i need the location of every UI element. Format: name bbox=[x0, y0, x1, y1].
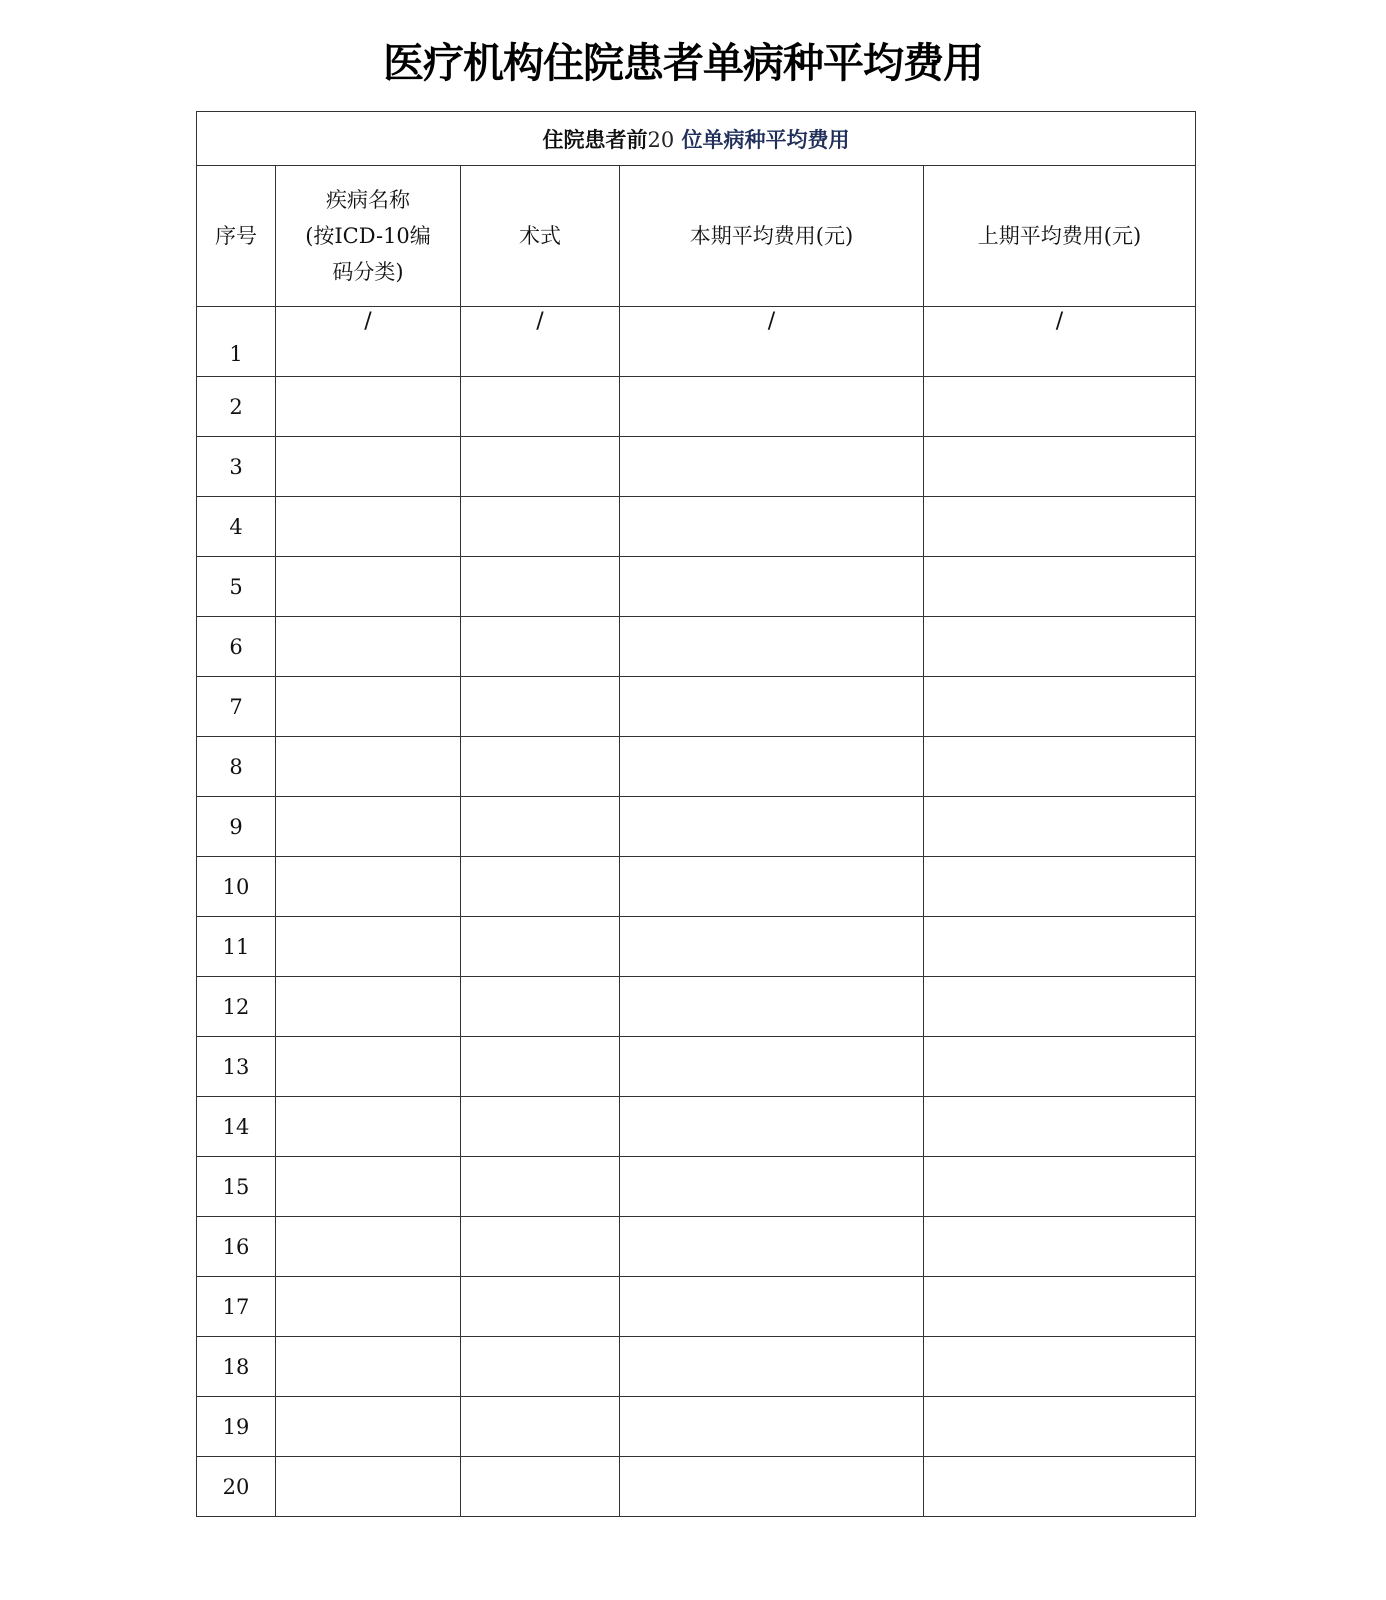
cell-previous-average-fee[interactable] bbox=[924, 797, 1196, 857]
table-row bbox=[197, 617, 1196, 677]
table-row bbox=[197, 557, 1196, 617]
cell-previous-average-fee[interactable] bbox=[924, 617, 1196, 677]
row-seq: 10 bbox=[197, 857, 276, 917]
cell-previous-average-fee[interactable] bbox=[924, 1037, 1196, 1097]
cell-previous-average-fee[interactable] bbox=[924, 1337, 1196, 1397]
cell-current-average-fee[interactable] bbox=[620, 1337, 924, 1397]
table-row bbox=[197, 307, 1196, 377]
cell-procedure[interactable] bbox=[461, 1337, 620, 1397]
table-row bbox=[197, 977, 1196, 1037]
cell-current-average-fee[interactable] bbox=[620, 1397, 924, 1457]
header-disease-line2: (按ICD-10编 bbox=[305, 224, 431, 248]
row-seq: 6 bbox=[197, 617, 276, 677]
cell-current-average-fee[interactable] bbox=[620, 437, 924, 497]
cell-procedure[interactable] bbox=[461, 1457, 620, 1517]
cell-procedure[interactable] bbox=[461, 797, 620, 857]
cell-current-average-fee[interactable] bbox=[620, 857, 924, 917]
cell-procedure[interactable] bbox=[461, 1037, 620, 1097]
cell-procedure[interactable] bbox=[461, 1397, 620, 1457]
cell-previous-average-fee[interactable] bbox=[924, 1097, 1196, 1157]
table-row bbox=[197, 437, 1196, 497]
cell-disease[interactable] bbox=[276, 1157, 461, 1217]
cell-current-average-fee[interactable] bbox=[620, 557, 924, 617]
cell-previous-average-fee[interactable] bbox=[924, 917, 1196, 977]
cell-current-average-fee[interactable] bbox=[620, 377, 924, 437]
row-seq: 16 bbox=[197, 1217, 276, 1277]
cell-disease[interactable] bbox=[276, 1037, 461, 1097]
cell-procedure[interactable] bbox=[461, 737, 620, 797]
cell-previous-average-fee[interactable] bbox=[924, 557, 1196, 617]
cell-disease[interactable] bbox=[276, 797, 461, 857]
cell-previous-average-fee[interactable] bbox=[924, 1457, 1196, 1517]
table-caption bbox=[197, 112, 1196, 166]
cell-previous-average-fee[interactable] bbox=[924, 737, 1196, 797]
cell-disease[interactable] bbox=[276, 307, 461, 377]
row-seq: 1 bbox=[197, 307, 276, 377]
cell-previous-average-fee[interactable] bbox=[924, 1217, 1196, 1277]
cell-current-average-fee[interactable] bbox=[620, 307, 924, 377]
slash-mark: / bbox=[1055, 309, 1064, 334]
cell-current-average-fee[interactable] bbox=[620, 1457, 924, 1517]
table-row bbox=[197, 1337, 1196, 1397]
cell-disease[interactable] bbox=[276, 677, 461, 737]
row-seq: 5 bbox=[197, 557, 276, 617]
row-seq: 19 bbox=[197, 1397, 276, 1457]
cell-procedure[interactable] bbox=[461, 617, 620, 677]
cell-procedure[interactable] bbox=[461, 917, 620, 977]
cell-previous-average-fee[interactable] bbox=[924, 437, 1196, 497]
table-row bbox=[197, 797, 1196, 857]
table-row bbox=[197, 1397, 1196, 1457]
table-row bbox=[197, 677, 1196, 737]
cell-current-average-fee[interactable] bbox=[620, 1097, 924, 1157]
cell-disease[interactable] bbox=[276, 1397, 461, 1457]
cell-procedure[interactable] bbox=[461, 377, 620, 437]
caption-prefix: 住院患者前 bbox=[542, 127, 648, 152]
cell-current-average-fee[interactable] bbox=[620, 917, 924, 977]
slash-mark: / bbox=[536, 309, 544, 334]
table-caption-row bbox=[197, 112, 1196, 166]
header-seq: 序号 bbox=[197, 166, 276, 307]
table-row bbox=[197, 377, 1196, 437]
header-disease-line3: 码分类) bbox=[332, 260, 404, 284]
row-seq: 4 bbox=[197, 497, 276, 557]
cell-procedure[interactable] bbox=[461, 677, 620, 737]
cell-disease[interactable] bbox=[276, 617, 461, 677]
table-row bbox=[197, 1157, 1196, 1217]
table-row bbox=[197, 857, 1196, 917]
slash-mark: / bbox=[364, 309, 372, 334]
cell-previous-average-fee[interactable] bbox=[924, 1157, 1196, 1217]
cell-procedure[interactable] bbox=[461, 1217, 620, 1277]
row-seq: 18 bbox=[197, 1337, 276, 1397]
page-title: 医疗机构住院患者单病种平均费用 bbox=[383, 39, 983, 87]
cell-previous-average-fee[interactable] bbox=[924, 857, 1196, 917]
cell-current-average-fee[interactable] bbox=[620, 1157, 924, 1217]
cell-disease[interactable] bbox=[276, 1337, 461, 1397]
row-seq: 9 bbox=[197, 797, 276, 857]
cell-procedure[interactable] bbox=[461, 1157, 620, 1217]
cell-previous-average-fee[interactable] bbox=[924, 677, 1196, 737]
table-row bbox=[197, 1217, 1196, 1277]
cell-previous-average-fee[interactable] bbox=[924, 1277, 1196, 1337]
cell-disease[interactable] bbox=[276, 1217, 461, 1277]
cell-disease[interactable] bbox=[276, 737, 461, 797]
cell-procedure[interactable] bbox=[461, 1277, 620, 1337]
cell-disease[interactable] bbox=[276, 497, 461, 557]
cell-procedure[interactable] bbox=[461, 977, 620, 1037]
cell-previous-average-fee[interactable] bbox=[924, 307, 1196, 377]
row-seq: 2 bbox=[197, 377, 276, 437]
cell-previous-average-fee[interactable] bbox=[924, 377, 1196, 437]
row-seq: 7 bbox=[197, 677, 276, 737]
table-row bbox=[197, 917, 1196, 977]
cell-current-average-fee[interactable] bbox=[620, 617, 924, 677]
cell-disease[interactable] bbox=[276, 977, 461, 1037]
row-seq: 15 bbox=[197, 1157, 276, 1217]
cell-disease[interactable] bbox=[276, 437, 461, 497]
cell-disease[interactable] bbox=[276, 917, 461, 977]
cell-procedure[interactable] bbox=[461, 557, 620, 617]
row-seq: 17 bbox=[197, 1277, 276, 1337]
cell-current-average-fee[interactable] bbox=[620, 1217, 924, 1277]
caption-number: 20 bbox=[647, 127, 675, 152]
cell-disease[interactable] bbox=[276, 1277, 461, 1337]
header-procedure: 术式 bbox=[461, 166, 620, 307]
cell-previous-average-fee[interactable] bbox=[924, 977, 1196, 1037]
cell-current-average-fee[interactable] bbox=[620, 797, 924, 857]
cell-disease[interactable] bbox=[276, 1097, 461, 1157]
cell-current-average-fee[interactable] bbox=[620, 1277, 924, 1337]
cell-disease[interactable] bbox=[276, 1457, 461, 1517]
table-row bbox=[197, 1097, 1196, 1157]
table-header-row bbox=[197, 166, 1196, 307]
slash-mark: / bbox=[767, 309, 776, 334]
cell-procedure[interactable] bbox=[461, 857, 620, 917]
table-row bbox=[197, 497, 1196, 557]
row-seq: 11 bbox=[197, 917, 276, 977]
cell-current-average-fee[interactable] bbox=[620, 737, 924, 797]
row-seq: 20 bbox=[197, 1457, 276, 1517]
header-current-average-fee: 本期平均费用(元) bbox=[620, 166, 924, 307]
cell-disease[interactable] bbox=[276, 557, 461, 617]
cell-disease[interactable] bbox=[276, 377, 461, 437]
average-fee-table bbox=[196, 111, 1196, 1517]
cell-current-average-fee[interactable] bbox=[620, 497, 924, 557]
row-seq: 14 bbox=[197, 1097, 276, 1157]
row-seq: 13 bbox=[197, 1037, 276, 1097]
cell-current-average-fee[interactable] bbox=[620, 977, 924, 1037]
cell-previous-average-fee[interactable] bbox=[924, 1397, 1196, 1457]
cell-previous-average-fee[interactable] bbox=[924, 497, 1196, 557]
cell-current-average-fee[interactable] bbox=[620, 677, 924, 737]
table-row bbox=[197, 1457, 1196, 1517]
cell-procedure[interactable] bbox=[461, 497, 620, 557]
table-row bbox=[197, 1037, 1196, 1097]
cell-current-average-fee[interactable] bbox=[620, 1037, 924, 1097]
row-seq: 8 bbox=[197, 737, 276, 797]
header-previous-average-fee: 上期平均费用(元) bbox=[924, 166, 1196, 307]
header-disease-line1: 疾病名称 bbox=[326, 188, 410, 212]
cell-procedure[interactable] bbox=[461, 437, 620, 497]
header-disease-name bbox=[276, 166, 461, 307]
cell-disease[interactable] bbox=[276, 857, 461, 917]
cell-procedure[interactable] bbox=[461, 1097, 620, 1157]
row-seq: 3 bbox=[197, 437, 276, 497]
table-row bbox=[197, 737, 1196, 797]
table-row bbox=[197, 1277, 1196, 1337]
caption-suffix: 位单病种平均费用 bbox=[674, 127, 850, 152]
row-seq: 12 bbox=[197, 977, 276, 1037]
cell-procedure[interactable] bbox=[461, 307, 620, 377]
